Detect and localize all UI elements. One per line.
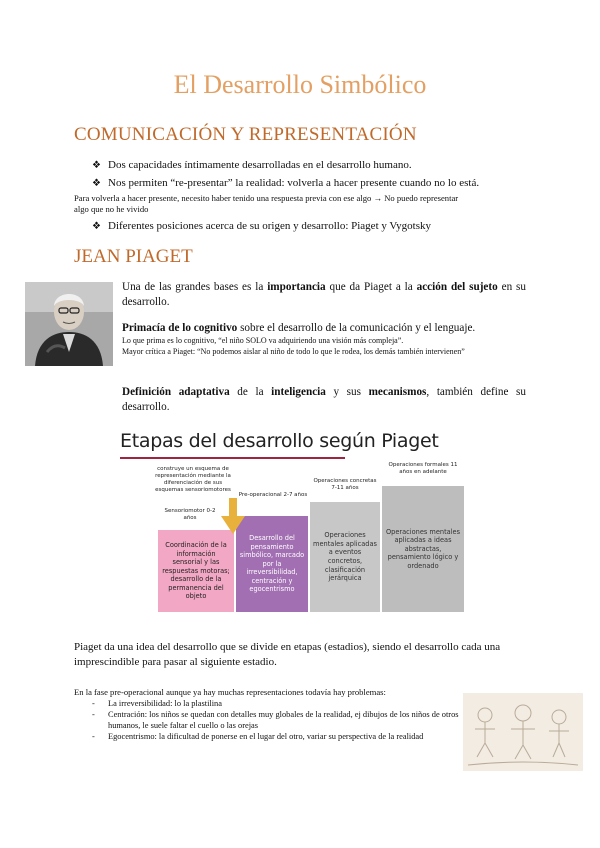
stick-figure-sketch-icon bbox=[463, 693, 583, 771]
note-text: Mayor crítica a Piaget: “No podemos aislar al niño de todo lo que le rodea, los demás también intervienen” bbox=[122, 347, 465, 356]
stage-label: Pre-operacional 2-7 años bbox=[238, 492, 308, 498]
stage-description: Coordinación de la información sensorial y las respuestas motoras; desarrollo de la permanencia del objeto bbox=[162, 540, 230, 601]
stage-description: Desarrollo del pensamiento simbólico, marcado por la irreversibilidad, centración y egocentrismo bbox=[239, 533, 305, 594]
text-run: en su desarrollo. bbox=[122, 281, 526, 308]
stage-description: Operaciones mentales aplicadas a eventos concretos, clasificación jerárquica bbox=[313, 531, 377, 583]
stage-box-concretas bbox=[310, 502, 380, 612]
list-item-text: La irreversibilidad: lo la plastilina bbox=[108, 699, 222, 708]
childrens-drawing-image bbox=[463, 693, 583, 771]
note-text: algo que no he vivido bbox=[74, 204, 149, 214]
stage-box-formales bbox=[382, 486, 464, 612]
bold-text: Definición adaptativa bbox=[122, 386, 230, 398]
note-text: Para volverla a hacer presente, necesito haber tenido una respuesta previa con ese algo → No puedo representar bbox=[74, 193, 459, 203]
note-text: Lo que prima es lo cognitivo, “el niño SOLO va adquiriendo una visión más compleja”. bbox=[122, 336, 404, 345]
diamond-bullet-icon: ❖ bbox=[92, 160, 101, 171]
page-title: El Desarrollo Simbólico bbox=[173, 70, 427, 99]
paragraph bbox=[122, 280, 526, 310]
stage-label: Sensoriomotor 0-2 años bbox=[164, 508, 216, 521]
figure-top-note: construye un esquema de representación mediante la diferenciación de sus esquemas sensoriomotores bbox=[155, 466, 231, 493]
text-run: sobre el desarrollo de la comunicación y el lenguaje. bbox=[237, 322, 476, 334]
piaget-stages-figure bbox=[120, 428, 480, 623]
bold-text: Primacía de lo cognitivo bbox=[122, 322, 238, 334]
portrait-illustration-icon bbox=[25, 282, 113, 366]
title-underline bbox=[120, 457, 345, 459]
dash-bullet: - bbox=[92, 732, 95, 741]
list-intro: En la fase pre-operacional aunque ya hay muchas representaciones todavía hay problemas: bbox=[74, 687, 386, 697]
bold-text: acción del sujeto bbox=[416, 281, 498, 293]
stage-label: Operaciones formales 11 años en adelante bbox=[388, 462, 458, 475]
text-run: y sus bbox=[325, 386, 369, 398]
text-run: , también define su desarrollo. bbox=[122, 386, 526, 413]
bullet-text: Dos capacidades íntimamente desarrolladas en el desarrollo humano. bbox=[108, 159, 412, 171]
section-heading-piaget: JEAN PIAGET bbox=[74, 246, 193, 267]
paragraph bbox=[122, 321, 526, 336]
text-run: de la bbox=[229, 386, 272, 398]
bold-text: inteligencia bbox=[271, 386, 326, 398]
stage-box-sensoriomotor bbox=[158, 530, 234, 612]
list-item bbox=[92, 699, 462, 710]
bullet-item bbox=[92, 219, 431, 234]
dash-bullet: - bbox=[92, 699, 95, 708]
text-run: que da Piaget a la bbox=[325, 281, 417, 293]
bullet-item bbox=[92, 176, 479, 191]
diamond-bullet-icon: ❖ bbox=[92, 178, 101, 189]
stage-label: Operaciones concretas 7-11 años bbox=[313, 478, 377, 491]
bold-text: mecanismos bbox=[368, 386, 427, 398]
stage-description: Operaciones mentales aplicadas a ideas abstractas, pensamiento lógico y ordenado bbox=[385, 527, 461, 570]
list-item bbox=[92, 710, 462, 731]
stage-box-preoperacional bbox=[236, 516, 308, 612]
section-heading-comunicacion: COMUNICACIÓN Y REPRESENTACIÓN bbox=[74, 124, 417, 145]
list-item-text: Centración: los niños se quedan con detalles muy globales de la realidad, ej dibujos de los niños de otros humanos, le suele faltar el cuello o las orejas bbox=[108, 710, 459, 730]
bullet-item bbox=[92, 158, 412, 173]
paragraph: Piaget da una idea del desarrollo que se divide en etapas (estadios), siendo el desarrollo cada una imprescindible para pasar al siguiente estadio. bbox=[74, 641, 501, 668]
bullet-text: Diferentes posiciones acerca de su origen y desarrollo: Piaget y Vygotsky bbox=[108, 220, 431, 232]
bold-text: importancia bbox=[267, 281, 326, 293]
diamond-bullet-icon: ❖ bbox=[92, 221, 101, 232]
down-arrow-icon bbox=[221, 498, 245, 534]
paragraph bbox=[122, 385, 526, 415]
list-item-text: Egocentrismo: la dificultad de ponerse en el lugar del otro, variar su perspectiva de la realidad bbox=[108, 732, 424, 741]
dash-bullet: - bbox=[92, 710, 95, 719]
bullet-text: Nos permiten “re-presentar” la realidad: volverla a hacer presente cuando no lo está. bbox=[108, 177, 480, 189]
list-item bbox=[92, 732, 462, 743]
piaget-portrait-image bbox=[25, 282, 113, 366]
figure-title: Etapas del desarrollo según Piaget bbox=[120, 430, 439, 452]
text-run: Una de las grandes bases es la bbox=[122, 281, 268, 293]
